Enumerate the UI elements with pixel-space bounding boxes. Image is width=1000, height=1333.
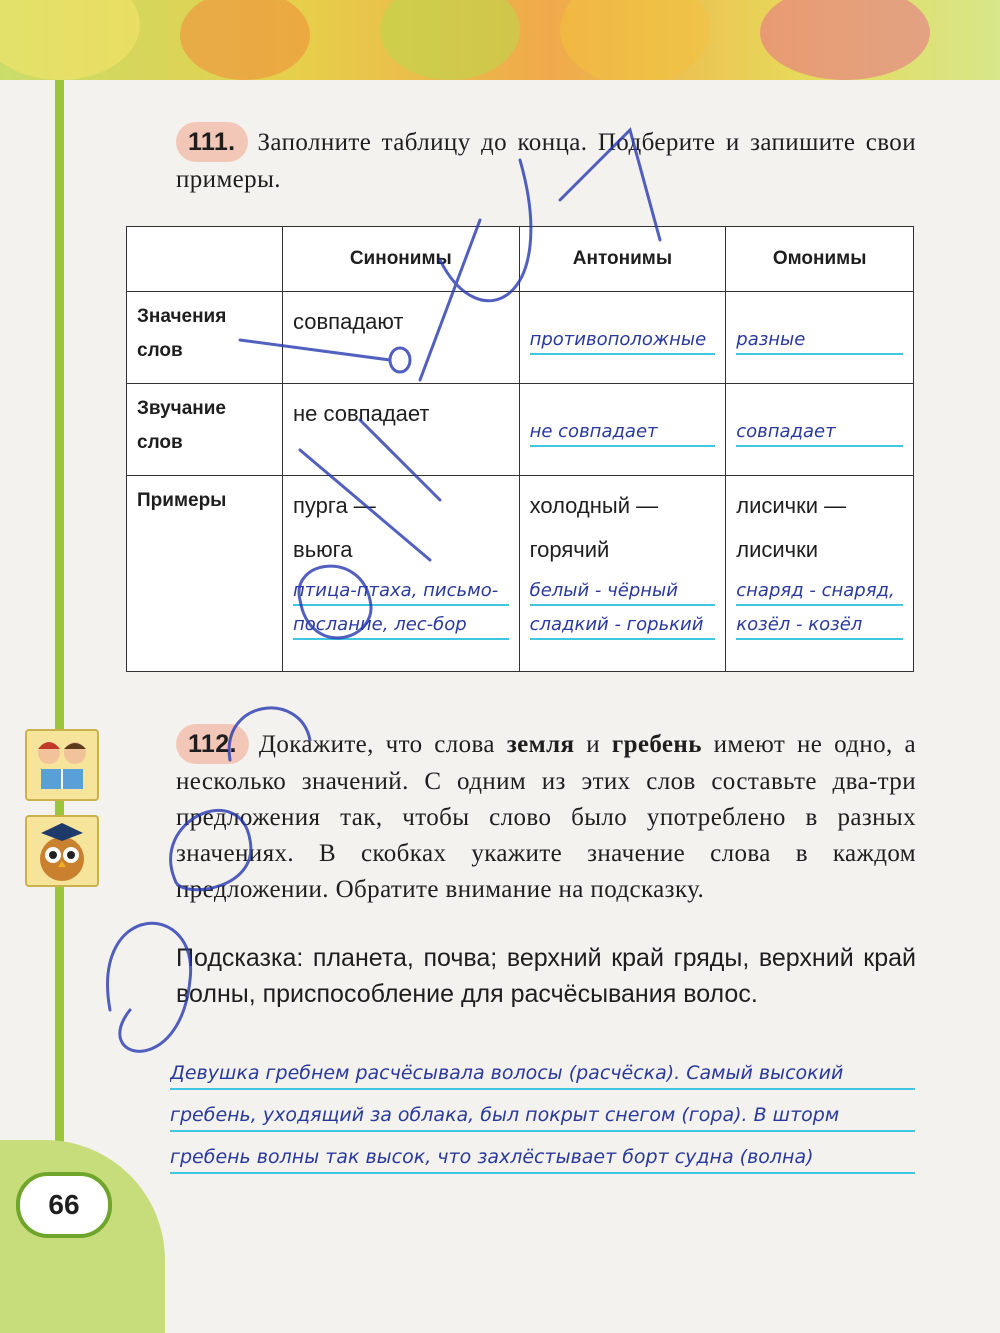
handwritten-answer: белый - чёрный	[530, 578, 716, 606]
handwritten-answer-line: гребень волны так высок, что захлёстывает борт судна (волна)	[170, 1142, 915, 1174]
handwritten-answer: совпадает	[736, 419, 903, 447]
handwritten-answer: снаряд - снаряд,	[736, 578, 903, 606]
table-row	[127, 384, 914, 476]
handwritten-answer: сладкий - горький	[530, 612, 716, 640]
header-antonyms: Антонимы	[519, 227, 726, 292]
exercise-112-text-after: имеют не одно, а несколько значений. С одним из этих слов составьте два-три предложения так, чтобы слово было употреблено в разных значениях. В скобках укажите значение слова в каждом предложении. Обратите внимание на подсказку.	[176, 731, 916, 903]
header-synonyms: Синонимы	[283, 227, 520, 292]
printed-text: лисички	[736, 537, 819, 562]
header-homonyms: Омонимы	[726, 227, 914, 292]
exercise-111-number: 111.	[176, 122, 248, 162]
printed-text: горячий	[529, 537, 610, 562]
reading-children-icon	[25, 729, 99, 801]
table-cell	[726, 476, 914, 672]
table-cell	[726, 292, 914, 384]
left-margin-stripe	[55, 80, 64, 1160]
exercise-111-text: Заполните таблицу до конца. Подберите и запишите свои примеры.	[176, 129, 916, 193]
handwritten-answer-line: Девушка гребнем расчёсывала волосы (расчёска). Самый высокий	[170, 1058, 915, 1090]
exercise-111	[176, 122, 916, 198]
row-label: Звучание слов	[127, 384, 283, 476]
handwritten-answer: послание, лес-бор	[293, 612, 509, 640]
table-cell	[283, 384, 520, 476]
exercise-112-text-before: Докажите, что слова	[258, 731, 507, 758]
table-row	[127, 292, 914, 384]
exercise-112	[176, 724, 916, 908]
hint-text: Подсказка: планета, почва; верхний край гряды, верхний край волны, приспособление для расчёсывания волос.	[176, 944, 916, 1008]
printed-text: пурга —	[293, 493, 376, 518]
table-cell	[519, 292, 726, 384]
table-row	[127, 476, 914, 672]
owl-icon	[25, 815, 99, 887]
handwritten-answer: козёл - козёл	[736, 612, 903, 640]
table-cell	[283, 476, 520, 672]
printed-text: холодный —	[529, 493, 659, 518]
table-header-row	[127, 227, 914, 292]
printed-text: совпадают	[293, 309, 404, 334]
printed-text: лисички —	[736, 493, 847, 518]
exercise-112-word2: гребень	[611, 731, 702, 758]
row-label: Значения слов	[127, 292, 283, 384]
table-cell	[519, 384, 726, 476]
handwritten-answer: не совпадает	[530, 419, 716, 447]
exercise-112-and: и	[574, 731, 612, 758]
handwritten-answer: разные	[736, 327, 903, 355]
row-label: Примеры	[127, 476, 283, 672]
printed-text: вьюга	[293, 537, 353, 562]
exercise-112-word1: земля	[506, 731, 575, 758]
page-number: 66	[16, 1172, 112, 1238]
handwritten-answer: птица-птаха, письмо-	[293, 578, 509, 606]
exercise-112-number: 112.	[176, 724, 249, 764]
handwritten-answer: противоположные	[530, 327, 716, 355]
table-cell	[726, 384, 914, 476]
word-types-table	[126, 226, 914, 672]
table-cell	[283, 292, 520, 384]
table-cell	[519, 476, 726, 672]
top-decorative-banner	[0, 0, 1000, 80]
header-empty	[127, 227, 283, 292]
handwritten-answer-line: гребень, уходящий за облака, был покрыт снегом (гора). В шторм	[170, 1100, 915, 1132]
printed-text: не совпадает	[293, 401, 430, 426]
